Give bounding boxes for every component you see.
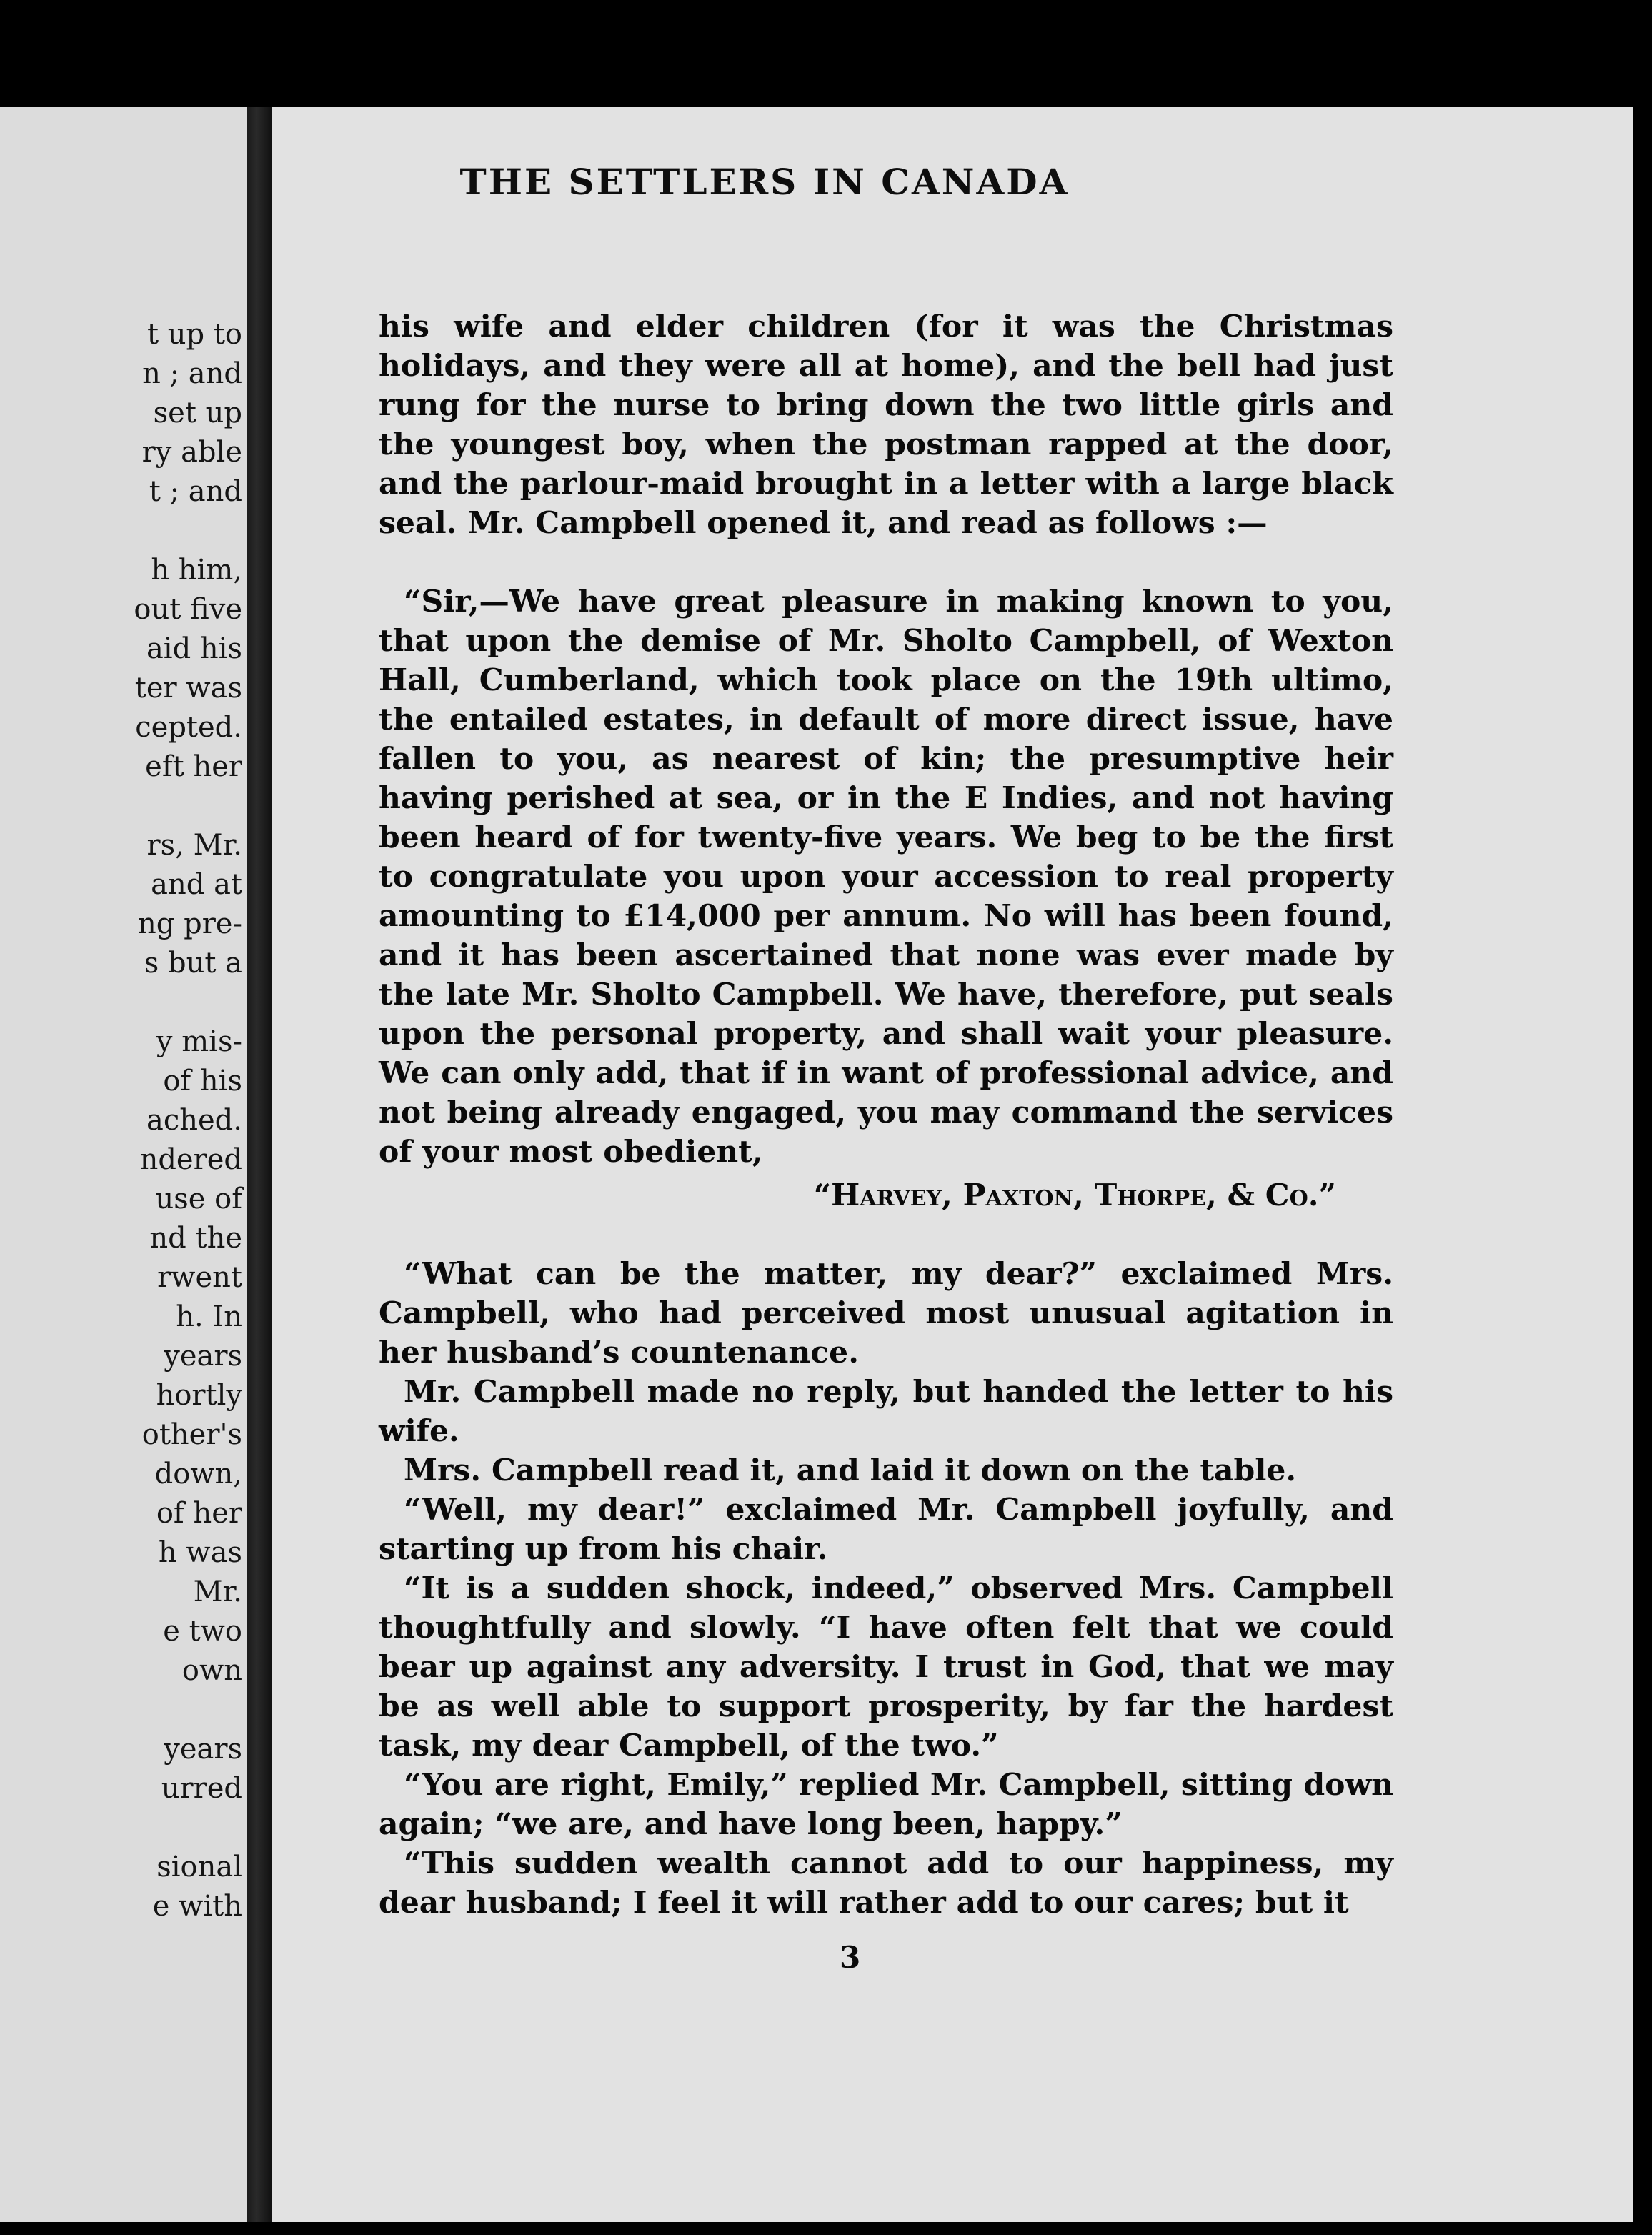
left-page-text-fragment: s but a — [144, 947, 242, 980]
paragraph-letter: “Sir,—We have great pleasure in making known to you, that upon the demise of Mr. Sholto Campbell, of Wexton Hall, Cumberland, which took place on the 19th ultimo, the entailed estates, in default of more direct issue, have fallen to you, as nearest of kin; the presumptive heir having perished at sea, or in the E Indies, and not having been heard of for twenty-five years. We beg to be the first to congratulate you upon your accession to real property amounting to £14,000 per annum. No will has been found, and it has been ascertained that none was ever made by the late Mr. Sholto Campbell. We have, therefore, put seals upon the personal property, and shall wait your pleasure. We can only add, that if in want of professional advice, and not being already engaged, you may command the services of your most obedient, — [379, 584, 1393, 1170]
left-page-text-fragment: eft her — [145, 750, 242, 783]
left-page-text-fragment: e with — [152, 1890, 242, 1923]
left-page-text-fragment: set up — [153, 397, 242, 429]
left-page-text-fragment: rs, Mr. — [146, 829, 242, 862]
left-page-text-fragment: of his — [163, 1065, 242, 1097]
left-page-text-fragment: and at — [151, 868, 242, 901]
paragraph: “What can be the matter, my dear?” exclaimed Mrs. Campbell, who had perceived most unusual agitation in her husband’s countenance. — [379, 1256, 1393, 1370]
left-page-text-fragment: h was — [158, 1536, 242, 1569]
left-page-text-fragment: h him, — [151, 554, 242, 587]
left-page-text-fragment: own — [181, 1654, 242, 1687]
paragraph: “You are right, Emily,” replied Mr. Campbell, sitting down again; “we are, and have long been, happy.” — [379, 1767, 1393, 1842]
paragraph: “Well, my dear!” exclaimed Mr. Campbell joyfully, and starting up from his chair. — [379, 1492, 1393, 1567]
paragraph: Mrs. Campbell read it, and laid it down on the table. — [404, 1453, 1297, 1488]
left-page-text-fragment: rwent — [157, 1261, 242, 1294]
paragraph-opening: his wife and elder children (for it was the Christmas holidays, and they were all at home), and the bell had just rung for the nurse to bring down the two little girls and the youngest boy, when the postman rapped at the door, and the parlour-maid brought in a letter with a large black seal. Mr. Campbell opened it, and read as follows :— — [379, 309, 1393, 541]
left-page-text-fragment: hortly — [156, 1379, 242, 1412]
left-page-text-fragment: aid his — [146, 632, 242, 665]
left-page-text-fragment: of her — [156, 1497, 242, 1530]
left-page-text-fragment: e two — [163, 1615, 242, 1648]
page-number: 3 — [840, 1940, 861, 1975]
left-page-text-fragment: urred — [161, 1772, 242, 1805]
left-page-text-fragment: ng pre- — [138, 907, 242, 940]
left-page-text-fragment: h. In — [176, 1300, 242, 1333]
left-page-text-fragment: ry able — [141, 436, 242, 469]
left-page-text-fragment: n ; and — [142, 357, 242, 390]
left-page-text-fragment: down, — [154, 1458, 242, 1490]
left-page-text-fragment: nd the — [149, 1222, 242, 1255]
running-title: THE SETTLERS IN CANADA — [459, 161, 1070, 203]
left-page-text-fragment: sional — [156, 1851, 242, 1883]
left-page-text-fragment: Mr. — [193, 1576, 242, 1608]
left-page-text-fragment: t up to — [146, 318, 242, 351]
left-page-text-fragment: ter was — [134, 672, 242, 705]
left-page-text-fragment: out five — [134, 593, 242, 626]
letter-signature: “Harvey, Paxton, Thorpe, & Co.” — [813, 1178, 1336, 1213]
left-page-text-fragment: years — [164, 1733, 242, 1766]
book-gutter — [247, 107, 272, 2222]
left-page-text-fragment: ndered — [139, 1143, 242, 1176]
left-page-text-fragment: other's — [141, 1418, 242, 1451]
page-body-text — [379, 307, 1393, 1923]
left-page-text-fragment: years — [164, 1340, 242, 1373]
left-page-text-fragment: ached. — [146, 1104, 242, 1137]
left-page-text-fragment: y mis- — [156, 1025, 242, 1058]
paragraph: “This sudden wealth cannot add to our happiness, my dear husband; I feel it will rather add to our cares; but it — [379, 1846, 1393, 1921]
paragraph: Mr. Campbell made no reply, but handed the letter to his wife. — [379, 1374, 1393, 1449]
left-facing-page — [0, 107, 247, 2222]
left-page-text-fragment: cepted. — [135, 711, 242, 744]
left-page-text-fragment: t ; and — [149, 475, 242, 508]
paragraph: “It is a sudden shock, indeed,” observed Mrs. Campbell thoughtfully and slowly. “I have often felt that we could bear up against any adversity. I trust in God, that we may be as well able to support prosperity, by far the hardest task, my dear Campbell, of the two.” — [379, 1571, 1393, 1763]
left-page-text-fragment: use of — [155, 1183, 242, 1215]
